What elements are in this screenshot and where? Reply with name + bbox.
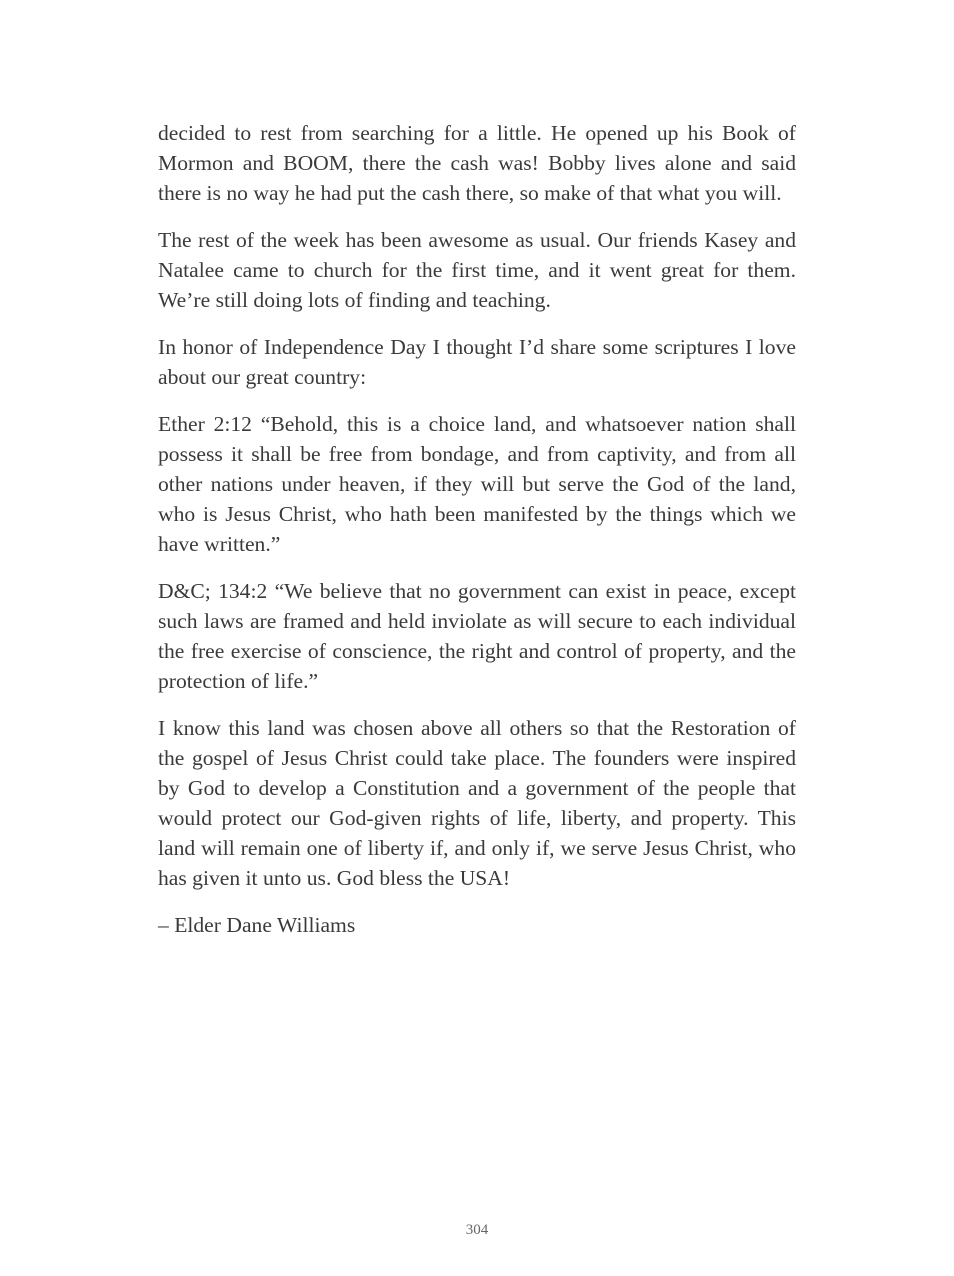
paragraph-search-continued: decided to rest from searching for a little. He opened up his Book of Mormon and BOOM, there the cash was! Bobby lives alone and said there is no way he had put the cash there, so make of that what you will. — [158, 121, 796, 205]
paragraph-week-update: The rest of the week has been awesome as usual. Our friends Kasey and Natalee came to church for the first time, and it went great for them. We’re still doing lots of finding and teaching. — [158, 228, 796, 312]
body-text — [158, 118, 796, 957]
paragraph-independence-intro: In honor of Independence Day I thought I’d share some scriptures I love about our great country: — [158, 335, 796, 389]
signature: – Elder Dane Williams — [158, 913, 356, 937]
paragraph-dc-scripture: D&C; 134:2 “We believe that no government can exist in peace, except such laws are framed and held inviolate as will secure to each individual the free exercise of conscience, the right and control of property, and the protection of life.” — [158, 579, 796, 693]
paragraph-ether-scripture: Ether 2:12 “Behold, this is a choice land, and whatsoever nation shall possess it shall be free from bondage, and from captivity, and from all other nations under heaven, if they will but serve the God of the land, who is Jesus Christ, who hath been manifested by the things which we have written.” — [158, 412, 796, 556]
paragraph-testimony: I know this land was chosen above all others so that the Restoration of the gospel of Jesus Christ could take place. The founders were inspired by God to develop a Constitution and a government of the people that would protect our God-given rights of life, liberty, and property. This land will remain one of liberty if, and only if, we serve Jesus Christ, who has given it unto us. God bless the USA! — [158, 716, 796, 890]
page-number: 304 — [465, 1222, 489, 1238]
